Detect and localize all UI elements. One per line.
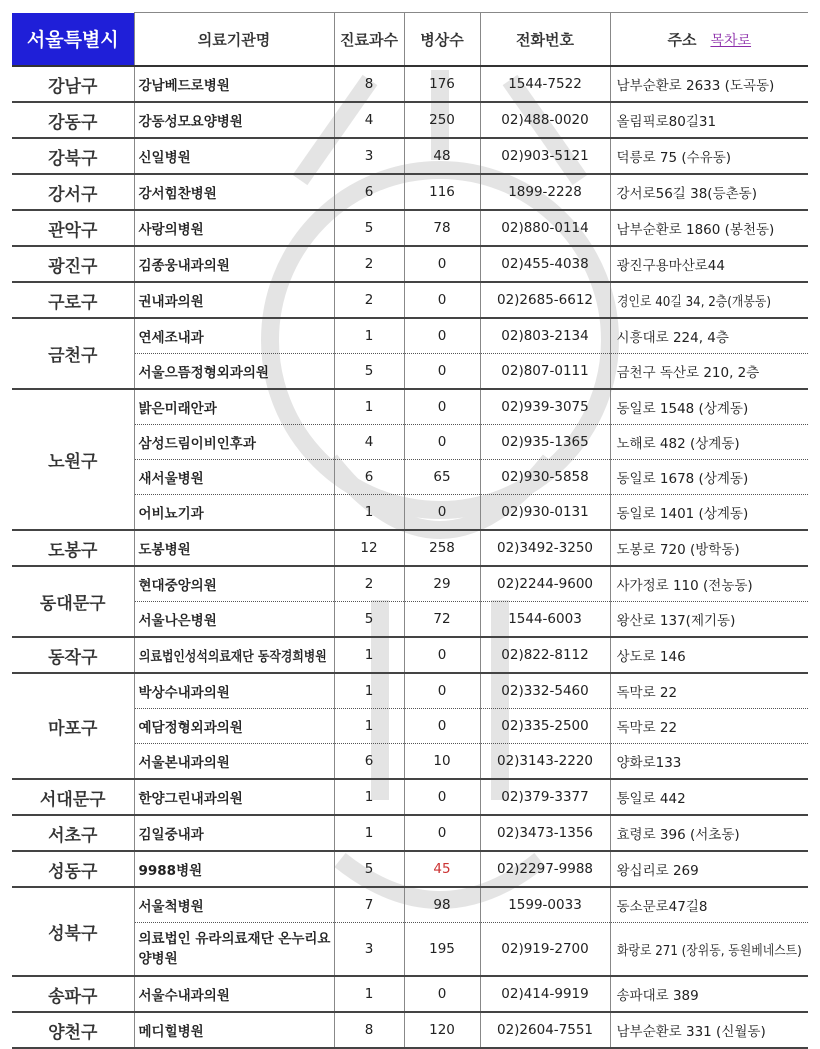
beds-cell: 78: [404, 210, 480, 246]
phone-cell: 1599-0033: [480, 887, 610, 923]
table-row: [12, 210, 808, 246]
table-row: [12, 851, 808, 887]
depts-cell: 5: [334, 210, 404, 246]
address-cell-text: 화랑로 271 (장위동, 동원베네스트): [616, 943, 802, 959]
address-cell: 효령로 396 (서초동): [610, 815, 808, 851]
table-row: [12, 566, 808, 602]
district-cell: 서대문구: [12, 779, 134, 815]
name-cell: 현대중앙의원: [134, 566, 334, 602]
district-cell: 마포구: [12, 673, 134, 779]
address-cell: [610, 282, 808, 318]
beds-cell: 258: [404, 530, 480, 566]
address-cell: 덕릉로 75 (수유동): [610, 138, 808, 174]
table-row: [12, 246, 808, 282]
table-row: [12, 174, 808, 210]
phone-cell: 02)414-9919: [480, 976, 610, 1012]
phone-cell: 02)3143-2220: [480, 744, 610, 780]
address-cell: 왕십리로 269: [610, 851, 808, 887]
name-cell: 강남베드로병원: [134, 66, 334, 102]
name-cell: 어비뇨기과: [134, 495, 334, 531]
depts-cell: 1: [334, 815, 404, 851]
phone-cell: 02)903-5121: [480, 138, 610, 174]
address-cell: 동일로 1548 (상계동): [610, 389, 808, 425]
district-cell: 송파구: [12, 976, 134, 1012]
name-cell: 서울나은병원: [134, 602, 334, 638]
name-cell: 예담정형외과의원: [134, 709, 334, 744]
name-cell: 메디힐병원: [134, 1012, 334, 1048]
depts-cell: 2: [334, 246, 404, 282]
phone-cell: 02)3473-1356: [480, 815, 610, 851]
depts-cell: 1: [334, 389, 404, 425]
beds-cell: 0: [404, 709, 480, 744]
name-cell: 서울본내과의원: [134, 744, 334, 780]
address-cell: 통일로 442: [610, 779, 808, 815]
name-cell: 도봉병원: [134, 530, 334, 566]
depts-cell: 1: [334, 779, 404, 815]
district-cell: 양천구: [12, 1012, 134, 1048]
beds-cell: 0: [404, 495, 480, 531]
beds-cell: 0: [404, 389, 480, 425]
phone-cell: 02)880-0114: [480, 210, 610, 246]
name-cell: 연세조내과: [134, 318, 334, 354]
header-address-label: 주소: [667, 30, 697, 49]
table-row: [12, 282, 808, 318]
phone-cell: 02)2244-9600: [480, 566, 610, 602]
name-cell: 권내과의원: [134, 282, 334, 318]
table-row: [12, 318, 808, 354]
name-cell: 사랑의병원: [134, 210, 334, 246]
name-cell: 신일병원: [134, 138, 334, 174]
name-cell-text: 의료법인성석의료재단 동작경희병원: [138, 649, 327, 665]
header-beds: 병상수: [404, 13, 480, 67]
phone-cell: 02)455-4038: [480, 246, 610, 282]
depts-cell: 2: [334, 282, 404, 318]
name-cell: 김일중내과: [134, 815, 334, 851]
beds-cell: 48: [404, 138, 480, 174]
address-cell: 올림픽로80길31: [610, 102, 808, 138]
beds-cell: 0: [404, 673, 480, 709]
beds-cell: 98: [404, 887, 480, 923]
address-cell: 강서로56길 38(등촌동): [610, 174, 808, 210]
depts-cell: 6: [334, 744, 404, 780]
district-cell: 노원구: [12, 389, 134, 530]
name-cell: 서울으뜸정형외과의원: [134, 354, 334, 390]
address-cell-text: 경인로 40길 34, 2층(개봉동): [616, 294, 771, 310]
depts-cell: 2: [334, 566, 404, 602]
phone-cell: 02)3492-3250: [480, 530, 610, 566]
depts-cell: 1: [334, 495, 404, 531]
depts-cell: 1: [334, 318, 404, 354]
phone-cell: 02)930-0131: [480, 495, 610, 531]
beds-cell: 116: [404, 174, 480, 210]
district-cell: 강남구: [12, 66, 134, 102]
address-cell: 노해로 482 (상계동): [610, 425, 808, 460]
header-address: [610, 13, 808, 67]
name-cell: 9988병원: [134, 851, 334, 887]
beds-cell: 120: [404, 1012, 480, 1048]
district-cell: 성북구: [12, 887, 134, 976]
phone-cell: 1544-6003: [480, 602, 610, 638]
address-cell: 양화로133: [610, 744, 808, 780]
depts-cell: 5: [334, 354, 404, 390]
hospital-table: [12, 12, 808, 1049]
beds-cell: 0: [404, 354, 480, 390]
table-row: [12, 637, 808, 673]
address-cell: 동일로 1678 (상계동): [610, 460, 808, 495]
table-row: [12, 530, 808, 566]
toc-link[interactable]: 목차로: [710, 32, 752, 49]
beds-cell: 10: [404, 744, 480, 780]
depts-cell: 3: [334, 138, 404, 174]
address-cell: 광진구용마산로44: [610, 246, 808, 282]
beds-cell: 29: [404, 566, 480, 602]
name-cell: 새서울병원: [134, 460, 334, 495]
depts-cell: 1: [334, 976, 404, 1012]
table-row: [12, 673, 808, 709]
table-row: [12, 138, 808, 174]
beds-cell: 65: [404, 460, 480, 495]
name-cell: 강동성모요양병원: [134, 102, 334, 138]
address-cell: 동소문로47길8: [610, 887, 808, 923]
beds-cell: 45: [404, 851, 480, 887]
depts-cell: 4: [334, 425, 404, 460]
address-cell: 시흥대로 224, 4층: [610, 318, 808, 354]
address-cell: 동일로 1401 (상계동): [610, 495, 808, 531]
name-cell: 김종웅내과의원: [134, 246, 334, 282]
phone-cell: 02)332-5460: [480, 673, 610, 709]
district-cell: 동작구: [12, 637, 134, 673]
name-cell: 박상수내과의원: [134, 673, 334, 709]
address-cell: 도봉로 720 (방학동): [610, 530, 808, 566]
table-row: [12, 779, 808, 815]
beds-cell: 0: [404, 282, 480, 318]
phone-cell: 02)803-2134: [480, 318, 610, 354]
name-cell: 서울척병원: [134, 887, 334, 923]
phone-cell: 02)807-0111: [480, 354, 610, 390]
phone-cell: 02)379-3377: [480, 779, 610, 815]
district-cell: 강동구: [12, 102, 134, 138]
depts-cell: 1: [334, 709, 404, 744]
depts-cell: 8: [334, 1012, 404, 1048]
district-cell: 광진구: [12, 246, 134, 282]
depts-cell: 6: [334, 460, 404, 495]
depts-cell: 8: [334, 66, 404, 102]
phone-cell: 02)930-5858: [480, 460, 610, 495]
phone-cell: 02)822-8112: [480, 637, 610, 673]
phone-cell: 1544-7522: [480, 66, 610, 102]
depts-cell: 4: [334, 102, 404, 138]
table-row: [12, 815, 808, 851]
beds-cell: 0: [404, 318, 480, 354]
table-row: [12, 976, 808, 1012]
beds-cell: 0: [404, 815, 480, 851]
phone-cell: 02)488-0020: [480, 102, 610, 138]
name-cell: 의료법인 유라의료재단 온누리요양병원: [134, 923, 334, 977]
phone-cell: 1899-2228: [480, 174, 610, 210]
district-cell: 동대문구: [12, 566, 134, 637]
address-cell: 남부순환로 1860 (봉천동): [610, 210, 808, 246]
depts-cell: 5: [334, 602, 404, 638]
phone-cell: 02)935-1365: [480, 425, 610, 460]
beds-cell: 176: [404, 66, 480, 102]
address-cell: 송파대로 389: [610, 976, 808, 1012]
address-cell: 상도로 146: [610, 637, 808, 673]
district-cell: 강북구: [12, 138, 134, 174]
beds-cell: 250: [404, 102, 480, 138]
address-cell: 독막로 22: [610, 673, 808, 709]
depts-cell: 1: [334, 673, 404, 709]
table-row: [12, 887, 808, 923]
depts-cell: 5: [334, 851, 404, 887]
table-row: [12, 1012, 808, 1048]
name-cell: 서울수내과의원: [134, 976, 334, 1012]
table-body: [12, 66, 808, 1048]
depts-cell: 12: [334, 530, 404, 566]
beds-cell: 0: [404, 637, 480, 673]
address-cell: 금천구 독산로 210, 2층: [610, 354, 808, 390]
phone-cell: 02)2604-7551: [480, 1012, 610, 1048]
district-cell: 강서구: [12, 174, 134, 210]
beds-cell: 0: [404, 779, 480, 815]
depts-cell: 6: [334, 174, 404, 210]
name-cell: [134, 637, 334, 673]
address-cell: 남부순환로 331 (신월동): [610, 1012, 808, 1048]
name-cell: 밝은미래안과: [134, 389, 334, 425]
phone-cell: 02)335-2500: [480, 709, 610, 744]
phone-cell: 02)2297-9988: [480, 851, 610, 887]
address-cell: 남부순환로 2633 (도곡동): [610, 66, 808, 102]
beds-cell: 0: [404, 246, 480, 282]
district-cell: 관악구: [12, 210, 134, 246]
address-cell: 사가정로 110 (전농동): [610, 566, 808, 602]
name-cell: 강서힘찬병원: [134, 174, 334, 210]
table-row: [12, 66, 808, 102]
name-cell: 삼성드림이비인후과: [134, 425, 334, 460]
beds-cell: 0: [404, 425, 480, 460]
header-depts: 진료과수: [334, 13, 404, 67]
address-cell: [610, 923, 808, 977]
address-cell: 독막로 22: [610, 709, 808, 744]
phone-cell: 02)919-2700: [480, 923, 610, 977]
table-row: [12, 389, 808, 425]
district-cell: 성동구: [12, 851, 134, 887]
district-cell: 도봉구: [12, 530, 134, 566]
beds-cell: 72: [404, 602, 480, 638]
beds-cell: 195: [404, 923, 480, 977]
city-header: 서울특별시: [12, 13, 134, 67]
depts-cell: 7: [334, 887, 404, 923]
district-cell: 서초구: [12, 815, 134, 851]
table-header-row: [12, 13, 808, 67]
phone-cell: 02)939-3075: [480, 389, 610, 425]
district-cell: 금천구: [12, 318, 134, 389]
phone-cell: 02)2685-6612: [480, 282, 610, 318]
name-cell: 한양그린내과의원: [134, 779, 334, 815]
depts-cell: 1: [334, 637, 404, 673]
header-name: 의료기관명: [134, 13, 334, 67]
district-cell: 구로구: [12, 282, 134, 318]
depts-cell: 3: [334, 923, 404, 977]
beds-cell: 0: [404, 976, 480, 1012]
address-cell: 왕산로 137(제기동): [610, 602, 808, 638]
table-row: [12, 102, 808, 138]
header-phone: 전화번호: [480, 13, 610, 67]
